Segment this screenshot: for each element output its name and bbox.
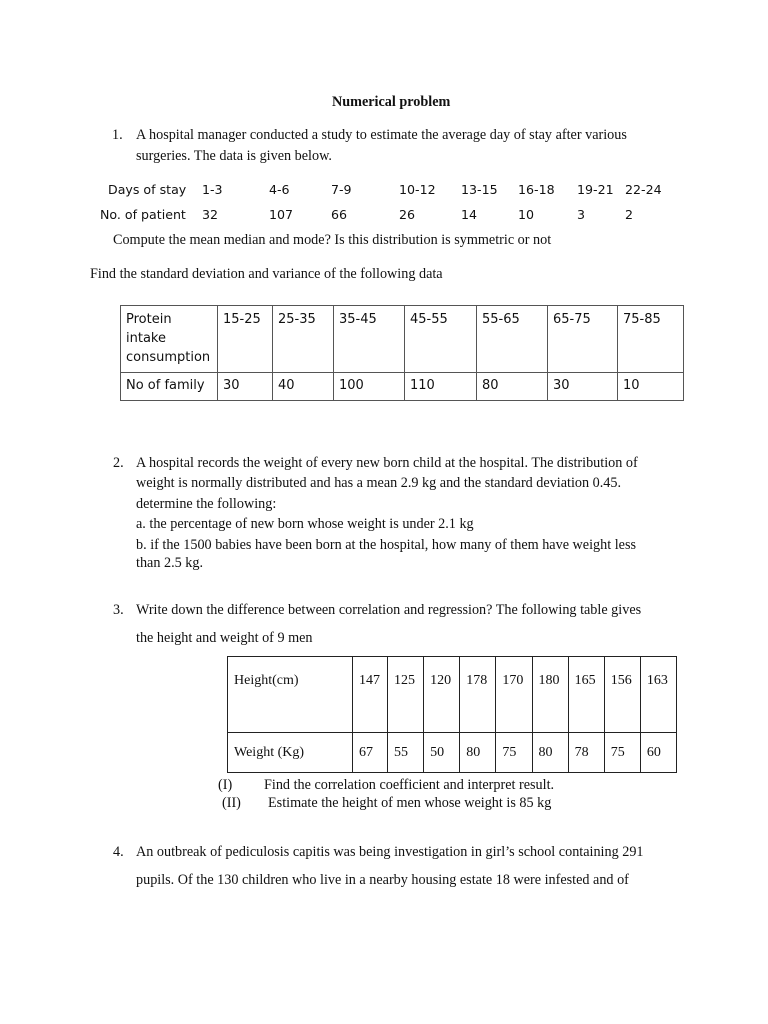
- q3-item-2-text: Estimate the height of men whose weight is 85 kg: [268, 795, 552, 811]
- q1-compute: Compute the mean median and mode? Is this distribution is symmetric or not: [113, 232, 552, 248]
- q3-item-1-number: (I): [218, 777, 233, 793]
- q2-number: 2.: [113, 455, 124, 471]
- days-cell: 10-12: [399, 182, 436, 197]
- family-cell: 110: [405, 373, 477, 401]
- q3-number: 3.: [113, 602, 124, 618]
- days-cell: 7-9: [331, 182, 352, 197]
- days-cell: 1-3: [202, 182, 223, 197]
- family-label: No of family: [121, 373, 218, 401]
- height-cell: 147: [353, 657, 388, 733]
- patients-cell: 26: [399, 207, 416, 222]
- height-cell: 125: [388, 657, 424, 733]
- sd-heading: Find the standard deviation and variance of the following data: [90, 266, 443, 282]
- family-cell: 80: [477, 373, 548, 401]
- range-cell: 35-45: [334, 306, 405, 373]
- height-cell: 163: [640, 657, 676, 733]
- weight-cell: 75: [496, 733, 532, 773]
- q1-line-1: A hospital manager conducted a study to estimate the average day of stay after various: [136, 127, 627, 143]
- height-cell: 120: [424, 657, 460, 733]
- days-of-stay-label: Days of stay: [108, 182, 187, 197]
- range-cell: 15-25: [218, 306, 273, 373]
- height-cell: 178: [460, 657, 496, 733]
- days-of-stay-row: [0, 182, 768, 202]
- height-label: Height(cm): [228, 657, 353, 733]
- patients-cell: 14: [461, 207, 478, 222]
- q1-number: 1.: [112, 127, 123, 143]
- height-cell: 165: [568, 657, 604, 733]
- q4-line-2: pupils. Of the 130 children who live in a nearby housing estate 18 were infested and of: [136, 872, 629, 888]
- patients-cell: 10: [518, 207, 535, 222]
- patients-cell: 107: [269, 207, 294, 222]
- protein-table: [120, 305, 684, 401]
- weight-label: Weight (Kg): [228, 733, 353, 773]
- days-cell: 19-21: [577, 182, 614, 197]
- height-cell: 156: [604, 657, 640, 733]
- patients-row: [0, 207, 768, 227]
- range-cell: 65-75: [548, 306, 618, 373]
- height-cell: 180: [532, 657, 568, 733]
- family-cell: 10: [618, 373, 684, 401]
- q2-line-3: determine the following:: [136, 496, 277, 512]
- patients-cell: 2: [625, 207, 634, 222]
- q2-line-5: b. if the 1500 babies have been born at the hospital, how many of them have weight less: [136, 537, 636, 553]
- family-cell: 100: [334, 373, 405, 401]
- q2-line-1: A hospital records the weight of every new born child at the hospital. The distribution of: [136, 455, 638, 471]
- q4-number: 4.: [113, 844, 124, 860]
- q1-line-2: surgeries. The data is given below.: [136, 148, 332, 164]
- days-cell: 16-18: [518, 182, 555, 197]
- patients-label: No. of patient: [100, 207, 186, 222]
- page-title: Numerical problem: [332, 94, 451, 110]
- weight-cell: 50: [424, 733, 460, 773]
- patients-cell: 32: [202, 207, 219, 222]
- weight-cell: 55: [388, 733, 424, 773]
- patients-cell: 66: [331, 207, 348, 222]
- protein-label: Protein intake consumption: [126, 312, 211, 365]
- range-cell: 25-35: [273, 306, 334, 373]
- weight-cell: 67: [353, 733, 388, 773]
- range-cell: 55-65: [477, 306, 548, 373]
- days-cell: 22-24: [625, 182, 662, 197]
- weight-cell: 80: [460, 733, 496, 773]
- family-cell: 30: [548, 373, 618, 401]
- q3-item-1-text: Find the correlation coefficient and interpret result.: [264, 777, 555, 793]
- weight-cell: 60: [640, 733, 676, 773]
- weight-cell: 80: [532, 733, 568, 773]
- protein-label-cell: [121, 306, 218, 373]
- q3-line-1: Write down the difference between correlation and regression? The following table gives: [136, 602, 642, 618]
- q2-line-6: than 2.5 kg.: [136, 555, 203, 571]
- patients-cell: 3: [577, 207, 586, 222]
- range-cell: 75-85: [618, 306, 684, 373]
- height-weight-table: [227, 656, 677, 773]
- days-cell: 13-15: [461, 182, 498, 197]
- range-cell: 45-55: [405, 306, 477, 373]
- weight-cell: 75: [604, 733, 640, 773]
- family-cell: 30: [218, 373, 273, 401]
- q3-item-2-number: (II): [222, 795, 241, 811]
- height-cell: 170: [496, 657, 532, 733]
- q2-line-4: a. the percentage of new born whose weight is under 2.1 kg: [136, 516, 474, 532]
- family-cell: 40: [273, 373, 334, 401]
- q4-line-1: An outbreak of pediculosis capitis was being investigation in girl’s school containing 291: [136, 844, 644, 860]
- q3-line-2: the height and weight of 9 men: [136, 630, 313, 646]
- q2-line-2: weight is normally distributed and has a mean 2.9 kg and the standard deviation 0.45.: [136, 475, 622, 491]
- days-cell: 4-6: [269, 182, 290, 197]
- weight-cell: 78: [568, 733, 604, 773]
